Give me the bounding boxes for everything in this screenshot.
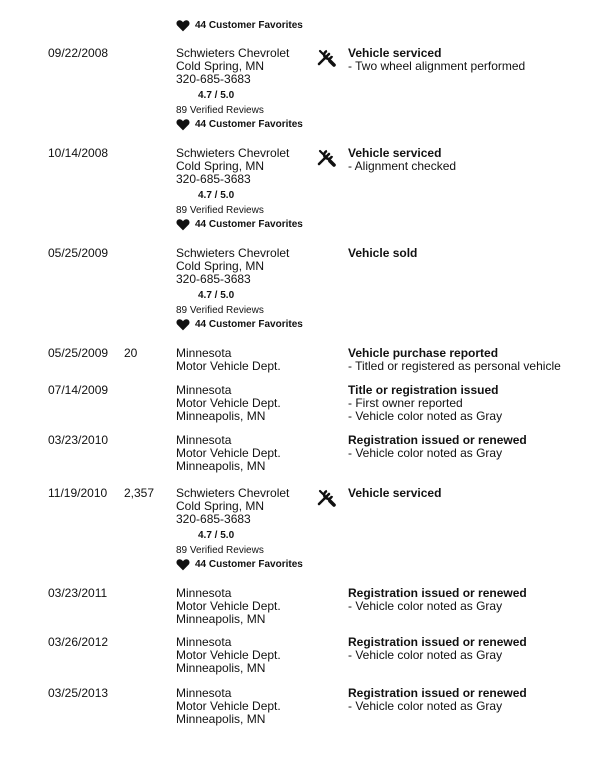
event-detail: - Vehicle color noted as Gray — [348, 447, 527, 460]
heart-icon — [176, 318, 190, 331]
customer-favorites — [176, 218, 303, 231]
source-line: Motor Vehicle Dept. — [176, 599, 281, 613]
source-line: Cold Spring, MN — [176, 259, 265, 273]
record-date: 05/25/2009 — [48, 346, 109, 360]
event-title: Vehicle purchase reported — [348, 346, 499, 360]
record-source — [176, 587, 281, 626]
record-date: 10/14/2008 — [48, 146, 109, 160]
record-event — [348, 147, 456, 173]
customer-favorites — [176, 558, 303, 571]
record-date: 03/26/2012 — [48, 635, 109, 649]
event-detail: - First owner reported — [348, 397, 502, 410]
record-event — [348, 687, 527, 713]
record-event — [348, 636, 527, 662]
source-line: Cold Spring, MN — [176, 159, 265, 173]
record-event — [348, 347, 561, 373]
source-line: Motor Vehicle Dept. — [176, 699, 281, 713]
record-date: 11/19/2010 — [48, 486, 108, 500]
wrench-screwdriver-icon — [316, 487, 336, 507]
source-line: Minnesota — [176, 635, 232, 649]
source-line: Schwieters Chevrolet — [176, 46, 290, 60]
event-detail: - Alignment checked — [348, 160, 456, 173]
record-source — [176, 147, 303, 231]
record-event — [348, 247, 417, 260]
source-line: Schwieters Chevrolet — [176, 246, 290, 260]
event-detail: - Vehicle color noted as Gray — [348, 600, 527, 613]
event-title: Vehicle sold — [348, 246, 418, 260]
event-title: Vehicle serviced — [348, 486, 442, 500]
record-odometer: 2,357 — [124, 486, 155, 500]
source-line: Motor Vehicle Dept. — [176, 396, 281, 410]
event-title: Vehicle serviced — [348, 146, 442, 160]
record-source — [176, 347, 281, 373]
source-line: Minneapolis, MN — [176, 661, 266, 675]
dealer-rating: 4.7 / 5.0 — [198, 290, 235, 301]
record-source — [176, 47, 303, 131]
verified-reviews: 89 Verified Reviews — [176, 105, 264, 116]
dealer-rating: 4.7 / 5.0 — [198, 90, 235, 101]
event-detail: - Vehicle color noted as Gray — [348, 410, 502, 423]
source-line: Schwieters Chevrolet — [176, 146, 290, 160]
source-line: Cold Spring, MN — [176, 59, 265, 73]
record-event — [348, 487, 441, 500]
customer-favorites — [176, 19, 303, 32]
source-line: 320-685-3683 — [176, 72, 251, 86]
record-date: 09/22/2008 — [48, 46, 109, 60]
source-line: Minnesota — [176, 346, 232, 360]
event-detail: - Titled or registered as personal vehicle — [348, 360, 561, 373]
event-title: Registration issued or renewed — [348, 635, 527, 649]
record-source — [176, 434, 281, 473]
record-event — [348, 587, 527, 613]
source-line: Minnesota — [176, 686, 232, 700]
wrench-screwdriver-icon — [316, 47, 336, 67]
heart-icon — [176, 218, 190, 231]
event-title: Registration issued or renewed — [348, 586, 527, 600]
source-line: 320-685-3683 — [176, 512, 251, 526]
heart-icon — [176, 558, 190, 571]
record-date: 03/25/2013 — [48, 686, 109, 700]
record-source — [176, 384, 281, 423]
verified-reviews: 89 Verified Reviews — [176, 205, 264, 216]
record-date: 03/23/2010 — [48, 433, 109, 447]
dealer-rating: 4.7 / 5.0 — [198, 530, 235, 541]
record-event — [348, 47, 525, 73]
event-title: Title or registration issued — [348, 383, 499, 397]
event-detail: - Two wheel alignment performed — [348, 60, 525, 73]
record-odometer: 20 — [124, 346, 138, 360]
record-date: 05/25/2009 — [48, 246, 109, 260]
source-line: Minnesota — [176, 433, 232, 447]
event-title: Vehicle serviced — [348, 46, 442, 60]
source-line: Minneapolis, MN — [176, 459, 266, 473]
favorites-label: 44 Customer Favorites — [195, 219, 303, 230]
event-detail: - Vehicle color noted as Gray — [348, 700, 527, 713]
source-line: 320-685-3683 — [176, 272, 251, 286]
source-line: Minnesota — [176, 383, 232, 397]
heart-icon — [176, 19, 190, 32]
source-line: Schwieters Chevrolet — [176, 486, 290, 500]
record-source — [176, 487, 303, 571]
wrench-screwdriver-icon — [316, 147, 336, 167]
source-line: Minnesota — [176, 586, 232, 600]
source-line: Minneapolis, MN — [176, 712, 266, 726]
record-source — [176, 636, 281, 675]
favorites-label: 44 Customer Favorites — [195, 319, 303, 330]
verified-reviews: 89 Verified Reviews — [176, 305, 264, 316]
source-line: Minneapolis, MN — [176, 409, 266, 423]
heart-icon — [176, 118, 190, 131]
source-line: Motor Vehicle Dept. — [176, 648, 281, 662]
record-date: 07/14/2009 — [48, 383, 109, 397]
record-date: 03/23/2011 — [48, 586, 108, 600]
customer-favorites — [176, 118, 303, 131]
source-line: Motor Vehicle Dept. — [176, 446, 281, 460]
source-line: Motor Vehicle Dept. — [176, 359, 281, 373]
record-event — [348, 384, 502, 423]
event-title: Registration issued or renewed — [348, 686, 527, 700]
source-line: Minneapolis, MN — [176, 612, 266, 626]
record-event — [348, 434, 527, 460]
customer-favorites — [176, 318, 303, 331]
record-source — [176, 687, 281, 726]
favorites-label: 44 Customer Favorites — [195, 559, 303, 570]
source-line: 320-685-3683 — [176, 172, 251, 186]
source-line: Cold Spring, MN — [176, 499, 265, 513]
event-detail: - Vehicle color noted as Gray — [348, 649, 527, 662]
favorites-label: 44 Customer Favorites — [195, 20, 303, 31]
dealer-rating: 4.7 / 5.0 — [198, 190, 235, 201]
verified-reviews: 89 Verified Reviews — [176, 545, 264, 556]
event-title: Registration issued or renewed — [348, 433, 527, 447]
favorites-label: 44 Customer Favorites — [195, 119, 303, 130]
record-source — [176, 247, 303, 331]
